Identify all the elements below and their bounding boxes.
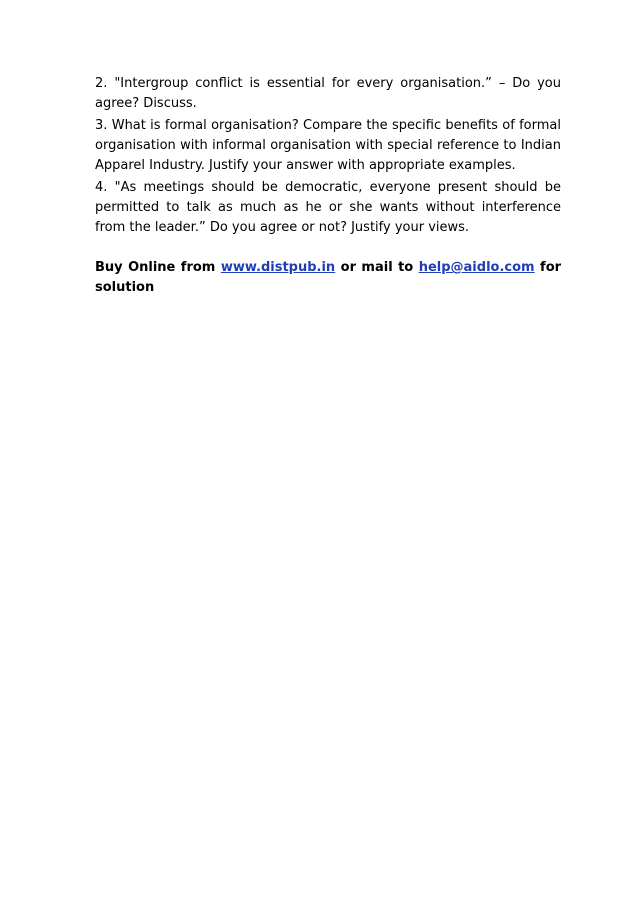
email-link[interactable]: help@aidlo.com: [418, 260, 535, 275]
question-2: 2. "Intergroup conflict is essential for every organisation.” – Do you agree? Discuss.: [95, 76, 561, 111]
document-page: [95, 74, 561, 298]
cta-suffix: for solution: [95, 260, 562, 295]
cta-middle: or mail to: [340, 260, 414, 275]
cta-prefix: Buy Online from: [95, 260, 216, 275]
distpub-link[interactable]: www.distpub.in: [220, 260, 336, 275]
question-4: 4. "As meetings should be democratic, everyone present should be permitted to talk as much as he or she wants without interference from the leader.” Do you agree or not? Justify your views.: [95, 180, 561, 235]
buy-online-notice: [95, 258, 561, 298]
question-3: 3. What is formal organisation? Compare the specific benefits of formal organisation with informal organisation with special reference to Indian Apparel Industry. Justify your answer with appropriate examples.: [95, 118, 561, 173]
